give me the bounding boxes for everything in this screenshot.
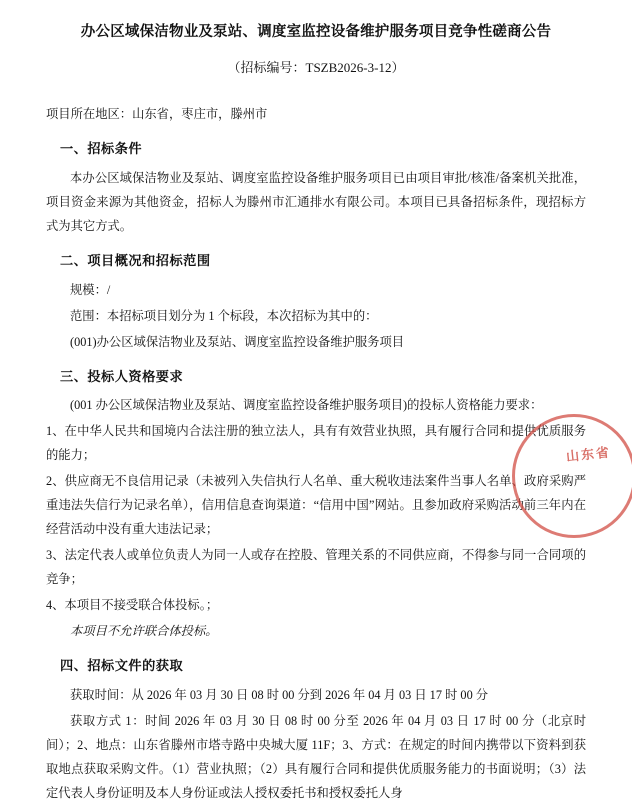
section-3-item-3: 3、法定代表人或单位负责人为同一人或存在控股、管理关系的不同供应商，不得参与同一合同项的竞争； bbox=[46, 548, 586, 587]
section-4-paragraph-1: 获取时间：从 2026 年 03 月 30 日 08 时 00 分到 2026 年 04 月 03 日 17 时 00 分 bbox=[70, 687, 489, 702]
section-4-paragraph-2: 获取方式 1：时间 2026 年 03 月 30 日 08 时 00 分至 2026 年 04 月 03 日 17 时 00 分（北京时间）；2、地点：山东省滕州市塔寺路中央城大厦 11F；3、方式：在规定的时间内携带以下资料到获取地点获取采购文件。（1）营业执照；（2）具有履行合同和提供优质服务能力的书面说明；（3）法定代表人身份证明及本人身份证或法人授权委托书和授权委托人身 bbox=[46, 713, 586, 800]
page-title: 办公区域保洁物业及泵站、调度室监控设备维护服务项目竞争性磋商公告 bbox=[80, 24, 552, 40]
official-seal-label: 山东省 bbox=[565, 444, 612, 465]
section-2-paragraph-2: 范围：本招标项目划分为 1 个标段，本次招标为其中的： bbox=[70, 308, 378, 323]
section-2-paragraph-1: 规模：/ bbox=[70, 282, 111, 297]
section-3-item-4: 4、本项目不接受联合体投标。； bbox=[46, 597, 219, 612]
section-heading-2: 二、项目概况和招标范围 bbox=[60, 252, 211, 268]
section-3-paragraph-1: (001 办公区域保洁物业及泵站、调度室监控设备维护服务项目)的投标人资格能力要求： bbox=[70, 398, 543, 413]
page-subtitle: （招标编号：TSZB2026-3-12） bbox=[227, 59, 405, 75]
project-location-line: 项目所在地区：山东省，枣庄市，滕州市 bbox=[46, 107, 268, 122]
section-heading-1: 一、招标条件 bbox=[60, 141, 143, 157]
section-3-item-2: 2、供应商无不良信用记录（未被列入失信执行人名单、重大税收违法案件当事人名单、政府采购严重违法失信行为记录名单），信用信息查询渠道：“信用中国”网站。且参加政府采购活动前三年内在经营活动中没有重大违法记录； bbox=[46, 474, 586, 537]
document-page bbox=[0, 22, 632, 800]
section-heading-4: 四、招标文件的获取 bbox=[60, 657, 184, 673]
section-heading-3: 三、投标人资格要求 bbox=[60, 368, 184, 384]
section-3-item-1: 1、在中华人民共和国境内合法注册的独立法人，具有有效营业执照，具有履行合同和提供优质服务的能力； bbox=[46, 424, 586, 463]
section-2-paragraph-3: (001)办公区域保洁物业及泵站、调度室监控设备维护服务项目 bbox=[70, 334, 405, 349]
official-seal-icon bbox=[512, 414, 632, 538]
section-1-paragraph-1: 本办公区域保洁物业及泵站、调度室监控设备维护服务项目已由项目审批/核准/备案机关批准，项目资金来源为其他资金，招标人为滕州市汇通排水有限公司。本项目已具备招标条件，现招标方式为其它方式。 bbox=[46, 170, 586, 233]
document-body bbox=[46, 103, 586, 805]
section-3-italic-note: 本项目不允许联合体投标。 bbox=[70, 623, 218, 638]
